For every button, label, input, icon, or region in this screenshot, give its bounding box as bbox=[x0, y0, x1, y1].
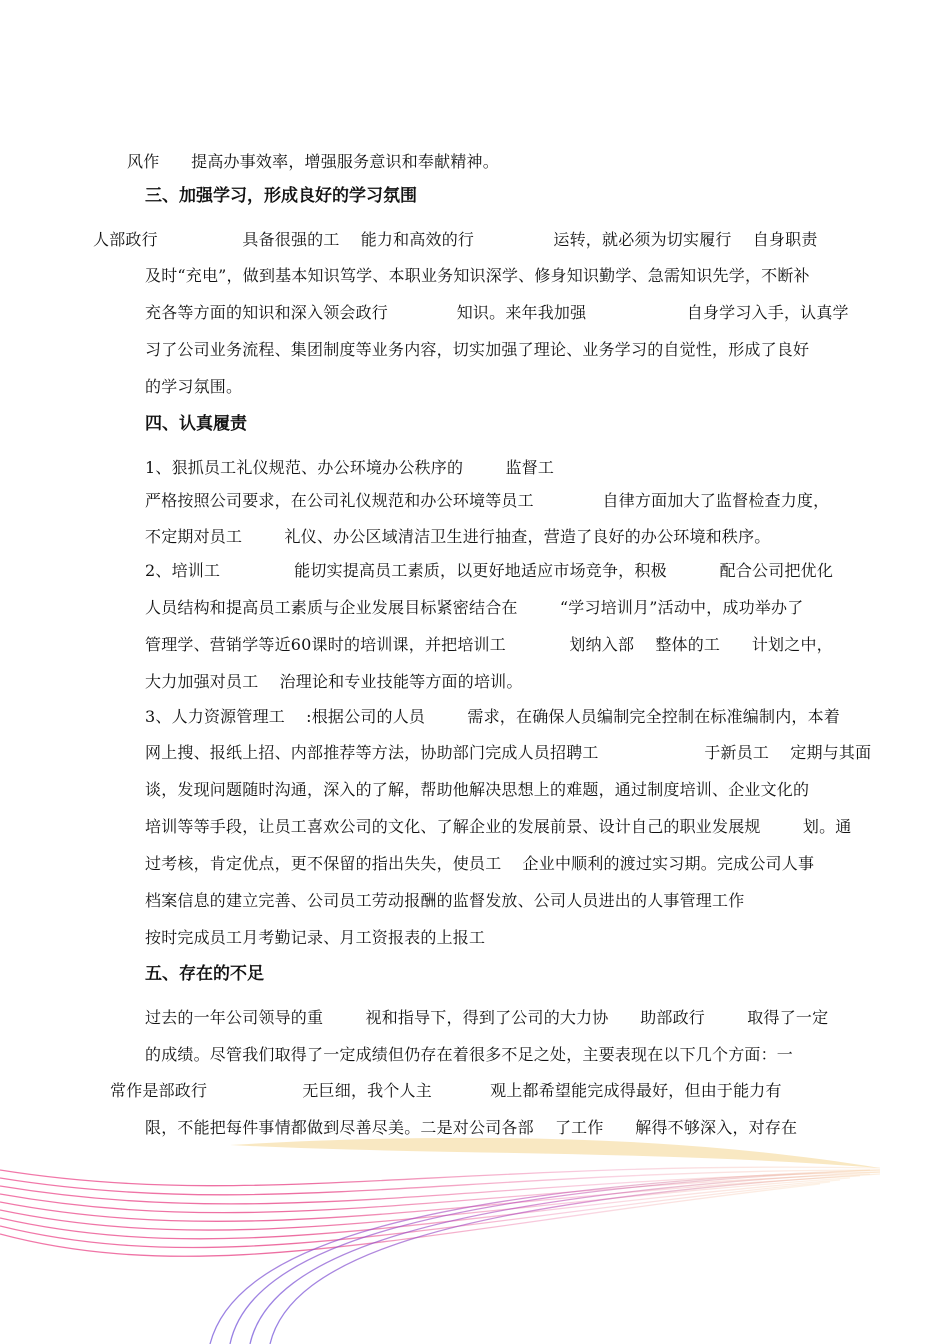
text-line: 及时“充电”，做到基本知识笃学、本职业务知识深学、修身知识勤学、急需知识先学，不断补 bbox=[145, 266, 810, 285]
text-line: 3、人力资源管理工 :根据公司的人员 需求，在确保人员编制完全控制在标准编制内，本着 bbox=[145, 707, 841, 726]
text-line: 限，不能把每件事情都做到尽善尽美。二是对公司各部 了工作 解得不够深入，对存在 bbox=[145, 1118, 798, 1137]
decorative-swoosh bbox=[0, 1130, 950, 1344]
text-line: 的成绩。尽管我们取得了一定成绩但仍存在着很多不足之处，主要表现在以下几个方面：一 bbox=[145, 1045, 794, 1064]
text-line: 过考核，肯定优点，更不保留的指出失失，使员工 企业中顺利的渡过实习期。完成公司人事 bbox=[145, 854, 815, 873]
text-line: 按时完成员工月考勤记录、月工资报表的上报工 bbox=[145, 928, 486, 947]
text-line: 习了公司业务流程、集团制度等业务内容，切实加强了理论、业务学习的自觉性，形成了良好 bbox=[145, 340, 810, 359]
text-line: 1、狠抓员工礼仪规范、办公环境办公秩序的 监督工 bbox=[145, 458, 555, 477]
section-heading: 三、加强学习，形成良好的学习氛围 bbox=[145, 186, 417, 206]
text-line: 培训等等手段，让员工喜欢公司的文化、了解企业的发展前景、设计自己的职业发展规 划。通 bbox=[145, 817, 852, 836]
text-line: 大力加强对员工 治理论和专业技能等方面的培训。 bbox=[145, 672, 523, 691]
text-line: 档案信息的建立完善、公司员工劳动报酬的监督发放、公司人员进出的人事管理工作 bbox=[145, 891, 745, 910]
text-line: 2、培训工 能切实提高员工素质，以更好地适应市场竞争，积极 配合公司把优化 bbox=[145, 561, 834, 580]
section-heading: 五、存在的不足 bbox=[145, 964, 264, 984]
text-line: 人员结构和提高员工素质与企业发展目标紧密结合在 “学习培训月”活动中，成功举办了 bbox=[145, 598, 804, 617]
text-line: 谈，发现问题随时沟通，深入的了解，帮助他解决思想上的难题，通过制度培训、企业文化的 bbox=[145, 780, 810, 799]
text-line: 不定期对员工 礼仪、办公区域清洁卫生进行抽查，营造了良好的办公环境和秩序。 bbox=[145, 527, 771, 546]
text-line: 过去的一年公司领导的重 视和指导下，得到了公司的大力协 助部政行 取得了一定 bbox=[145, 1008, 829, 1027]
text-line: 人部政行 具备很强的工 能力和高效的行 运转，就必须为切实履行 自身职责 bbox=[93, 230, 818, 249]
section-heading: 四、认真履责 bbox=[145, 414, 247, 434]
text-line: 风作 提高办事效率，增强服务意识和奉献精神。 bbox=[127, 152, 499, 171]
text-line: 网上搜、报纸上招、内部推荐等方法，协助部门完成人员招聘工 于新员工 定期与其面 bbox=[145, 743, 872, 762]
text-line: 充各等方面的知识和深入领会政行 知识。来年我加强 自身学习入手，认真学 bbox=[145, 303, 849, 322]
text-line: 管理学、营销学等近60课时的培训课，并把培训工 划纳入部 整体的工 计划之中， bbox=[145, 635, 833, 654]
text-line: 严格按照公司要求，在公司礼仪规范和办公环境等员工 自律方面加大了监督检查力度， bbox=[145, 491, 830, 510]
text-line: 的学习氛围。 bbox=[145, 377, 243, 396]
text-line: 常作是部政行 无巨细，我个人主 观上都希望能完成得最好，但由于能力有 bbox=[110, 1081, 782, 1100]
